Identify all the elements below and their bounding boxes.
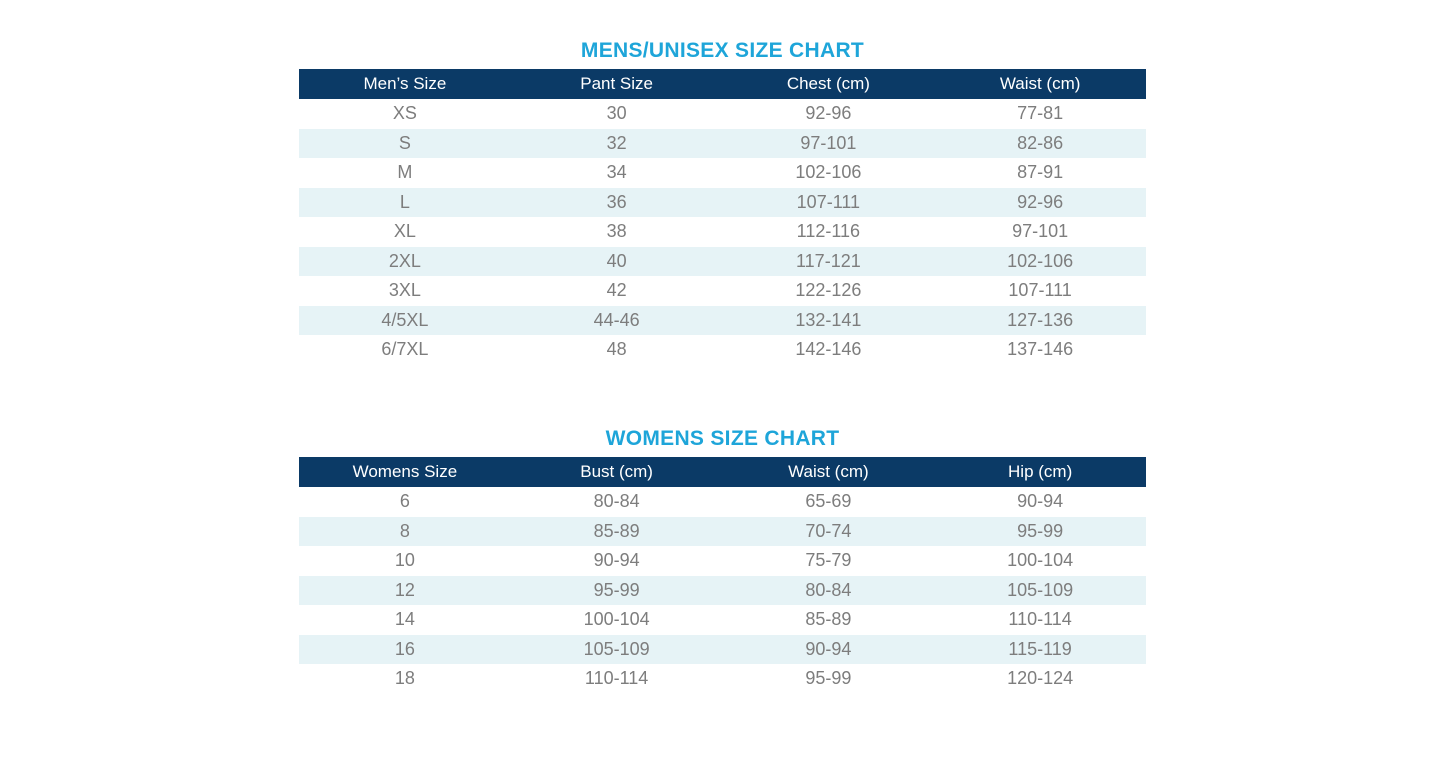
table-row <box>299 217 1146 247</box>
mens-cell-waist: 87-91 <box>1017 162 1064 183</box>
table-row <box>299 546 1146 576</box>
mens-cell-chest: 102-106 <box>795 162 862 183</box>
womens-cell-bust: 110-114 <box>584 668 649 689</box>
mens-cell-chest: 107-111 <box>723 188 935 218</box>
table-row <box>299 99 1146 129</box>
mens-header-waist: Waist (cm) <box>934 69 1146 99</box>
mens-cell-pant: 38 <box>606 221 627 242</box>
mens-cell-size: L <box>299 188 511 218</box>
womens-cell-bust: 80-84 <box>593 491 640 512</box>
womens-cell-size: 12 <box>299 576 511 606</box>
womens-header-waist: Waist (cm) <box>723 457 935 487</box>
mens-cell-chest: 142-146 <box>795 339 862 360</box>
mens-size-table <box>299 69 1146 365</box>
mens-cell-chest: 132-141 <box>723 306 935 336</box>
womens-cell-waist: 70-74 <box>723 517 935 547</box>
table-row <box>299 487 1146 517</box>
mens-cell-size: XL <box>393 221 416 242</box>
womens-size-chart <box>299 424 1146 694</box>
mens-cell-pant: 40 <box>511 247 723 277</box>
mens-cell-waist: 102-106 <box>934 247 1146 277</box>
table-row <box>299 188 1146 218</box>
table-row <box>299 247 1146 277</box>
womens-cell-size: 16 <box>299 635 511 665</box>
womens-cell-waist: 80-84 <box>723 576 935 606</box>
mens-cell-waist: 97-101 <box>1012 221 1069 242</box>
womens-cell-bust: 95-99 <box>511 576 723 606</box>
mens-cell-pant: 34 <box>606 162 627 183</box>
table-row <box>299 158 1146 188</box>
table-row <box>299 664 1146 694</box>
mens-cell-pant: 42 <box>606 280 627 301</box>
womens-header-bust: Bust (cm) <box>511 457 723 487</box>
womens-cell-hip: 95-99 <box>934 517 1146 547</box>
mens-cell-pant: 36 <box>511 188 723 218</box>
mens-cell-size: XS <box>392 103 417 124</box>
womens-cell-size: 6 <box>399 491 410 512</box>
womens-header-hip: Hip (cm) <box>934 457 1146 487</box>
womens-cell-waist: 90-94 <box>723 635 935 665</box>
mens-size-chart <box>299 36 1146 365</box>
mens-cell-size: S <box>299 129 511 159</box>
mens-cell-size: 6/7XL <box>381 339 429 360</box>
mens-cell-waist: 127-136 <box>934 306 1146 336</box>
mens-cell-pant: 44-46 <box>511 306 723 336</box>
womens-cell-hip: 110-114 <box>1008 609 1072 630</box>
mens-cell-chest: 97-101 <box>723 129 935 159</box>
mens-cell-pant: 48 <box>606 339 627 360</box>
mens-cell-chest: 122-126 <box>795 280 862 301</box>
womens-cell-hip: 100-104 <box>1007 550 1074 571</box>
womens-cell-bust: 105-109 <box>511 635 723 665</box>
mens-header-size: Men’s Size <box>299 69 511 99</box>
womens-cell-hip: 105-109 <box>934 576 1146 606</box>
womens-header-size: Womens Size <box>299 457 511 487</box>
mens-cell-waist: 77-81 <box>1017 103 1064 124</box>
womens-cell-size: 8 <box>299 517 511 547</box>
table-row <box>299 576 1146 606</box>
mens-cell-size: 2XL <box>299 247 511 277</box>
table-row <box>299 335 1146 365</box>
mens-chart-title: MENS/UNISEX SIZE CHART <box>580 39 865 62</box>
mens-cell-waist: 82-86 <box>934 129 1146 159</box>
table-row <box>299 605 1146 635</box>
womens-cell-size: 10 <box>394 550 415 571</box>
mens-cell-size: M <box>397 162 413 183</box>
mens-cell-size: 4/5XL <box>299 306 511 336</box>
womens-cell-bust: 100-104 <box>583 609 650 630</box>
mens-cell-chest: 117-121 <box>723 247 935 277</box>
table-row <box>299 129 1146 159</box>
womens-header-row <box>299 457 1146 487</box>
womens-cell-waist: 85-89 <box>805 609 852 630</box>
womens-cell-hip: 115-119 <box>934 635 1146 665</box>
womens-size-table <box>299 457 1146 694</box>
womens-cell-bust: 85-89 <box>511 517 723 547</box>
mens-cell-chest: 92-96 <box>805 103 852 124</box>
table-row <box>299 635 1146 665</box>
womens-chart-title: WOMENS SIZE CHART <box>605 427 840 450</box>
mens-cell-waist: 107-111 <box>1008 280 1072 301</box>
mens-header-row <box>299 69 1146 99</box>
mens-cell-chest: 112-116 <box>796 221 861 242</box>
mens-header-chest: Chest (cm) <box>723 69 935 99</box>
mens-header-pant: Pant Size <box>511 69 723 99</box>
mens-cell-waist: 92-96 <box>934 188 1146 218</box>
womens-cell-bust: 90-94 <box>593 550 640 571</box>
table-row <box>299 276 1146 306</box>
womens-cell-hip: 120-124 <box>1007 668 1074 689</box>
womens-cell-size: 14 <box>394 609 415 630</box>
table-row <box>299 306 1146 336</box>
mens-cell-pant: 30 <box>606 103 627 124</box>
womens-cell-size: 18 <box>394 668 415 689</box>
womens-cell-hip: 90-94 <box>1017 491 1064 512</box>
mens-cell-waist: 137-146 <box>1007 339 1074 360</box>
womens-cell-waist: 65-69 <box>805 491 852 512</box>
mens-cell-pant: 32 <box>511 129 723 159</box>
womens-cell-waist: 75-79 <box>805 550 852 571</box>
womens-cell-waist: 95-99 <box>805 668 852 689</box>
mens-cell-size: 3XL <box>388 280 421 301</box>
table-row <box>299 517 1146 547</box>
